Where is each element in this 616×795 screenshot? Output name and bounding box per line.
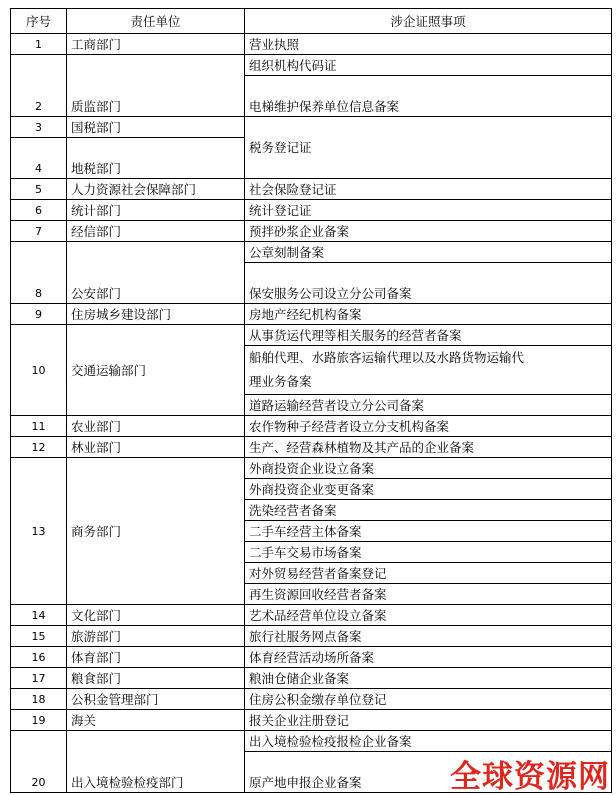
row-item: 农作物种子经营者设立分支机构备案 (245, 416, 612, 437)
row-item: 洗染经营者备案 (245, 500, 612, 521)
row-dept: 住房城乡建设部门 (67, 304, 245, 325)
table-header-row (11, 9, 612, 34)
row-no: 7 (11, 221, 67, 242)
row-dept: 公积金管理部门 (67, 689, 245, 710)
row-item: 组织机构代码证 (245, 55, 612, 76)
watermark-logo: 全球资源网 (450, 759, 610, 795)
header-item: 涉企证照事项 (245, 9, 612, 34)
table-row (11, 221, 612, 242)
row-no: 12 (11, 437, 67, 458)
row-item: 体育经营活动场所备案 (245, 647, 612, 668)
row-item: 电梯维护保养单位信息备案 (245, 76, 612, 117)
row-no: 8 (11, 242, 67, 304)
row-item: 外商投资企业设立备案 (245, 458, 612, 479)
row-item: 再生资源回收经营者备案 (245, 584, 612, 605)
row-no: 19 (11, 710, 67, 731)
row-dept: 国税部门 (67, 117, 245, 138)
row-dept: 旅游部门 (67, 626, 245, 647)
certificate-table (10, 8, 612, 793)
row-item: 原产地申报企业备案 (245, 752, 612, 793)
row-item: 旅行社服务网点备案 (245, 626, 612, 647)
row-dept: 林业部门 (67, 437, 245, 458)
row-item: 从事货运代理等相关服务的经营者备案 (245, 325, 612, 346)
row-item: 道路运输经营者设立分公司备案 (245, 395, 612, 416)
table-row (11, 304, 612, 325)
table-row (11, 647, 612, 668)
row-dept: 工商部门 (67, 34, 245, 55)
row-dept: 海关 (67, 710, 245, 731)
header-no: 序号 (11, 9, 67, 34)
row-no: 1 (11, 34, 67, 55)
row-item: 二手车经营主体备案 (245, 521, 612, 542)
row-item: 粮油仓储企业备案 (245, 668, 612, 689)
row-no: 17 (11, 668, 67, 689)
row-item: 对外贸易经营者备案登记 (245, 563, 612, 584)
row-item: 营业执照 (245, 34, 612, 55)
row-item: 保安服务公司设立分公司备案 (245, 263, 612, 304)
row-no: 2 (11, 55, 67, 117)
row-item-line: 船舶代理、水路旅客运输代理以及水路货物运输代 (249, 350, 525, 365)
row-item: 生产、经营森林植物及其产品的企业备案 (245, 437, 612, 458)
row-item: 社会保险登记证 (245, 179, 612, 200)
row-no: 3 (11, 117, 67, 138)
row-no: 20 (11, 731, 67, 793)
row-dept: 交通运输部门 (67, 325, 245, 416)
table-row (11, 668, 612, 689)
row-item: 艺术品经营单位设立备案 (245, 605, 612, 626)
row-dept: 文化部门 (67, 605, 245, 626)
row-dept: 公安部门 (67, 242, 245, 304)
row-no: 14 (11, 605, 67, 626)
table-row (11, 605, 612, 626)
row-dept: 经信部门 (67, 221, 245, 242)
row-no: 6 (11, 200, 67, 221)
row-dept: 农业部门 (67, 416, 245, 437)
row-dept: 体育部门 (67, 647, 245, 668)
row-no: 9 (11, 304, 67, 325)
table-row (11, 179, 612, 200)
row-dept: 统计部门 (67, 200, 245, 221)
table-row (11, 689, 612, 710)
table-row (11, 200, 612, 221)
row-item: 公章刻制备案 (245, 242, 612, 263)
table-row (11, 416, 612, 437)
row-dept: 人力资源社会保障部门 (67, 179, 245, 200)
table-row (11, 55, 612, 76)
table-row (11, 325, 612, 346)
row-dept: 出入境检验检疫部门 (67, 731, 245, 793)
table-row (11, 731, 612, 752)
row-item-line: 理业务备案 (249, 374, 312, 389)
row-no: 15 (11, 626, 67, 647)
row-item (245, 346, 612, 395)
row-item: 税务登记证 (245, 117, 612, 179)
row-item: 报关企业注册登记 (245, 710, 612, 731)
row-item: 二手车交易市场备案 (245, 542, 612, 563)
table-row (11, 242, 612, 263)
table-row (11, 458, 612, 479)
row-item: 统计登记证 (245, 200, 612, 221)
row-item: 房地产经纪机构备案 (245, 304, 612, 325)
row-no: 5 (11, 179, 67, 200)
table-row (11, 437, 612, 458)
row-no: 4 (11, 138, 67, 179)
header-dept: 责任单位 (67, 9, 245, 34)
table-row (11, 34, 612, 55)
table-row (11, 710, 612, 731)
row-no: 18 (11, 689, 67, 710)
row-dept: 粮食部门 (67, 668, 245, 689)
row-dept: 商务部门 (67, 458, 245, 605)
row-item: 外商投资企业变更备案 (245, 479, 612, 500)
row-item: 住房公积金缴存单位登记 (245, 689, 612, 710)
row-dept: 地税部门 (67, 138, 245, 179)
row-dept: 质监部门 (67, 55, 245, 117)
row-no: 10 (11, 325, 67, 416)
row-item: 出入境检验检疫报检企业备案 (245, 731, 612, 752)
row-item: 预拌砂浆企业备案 (245, 221, 612, 242)
row-no: 13 (11, 458, 67, 605)
table-row (11, 626, 612, 647)
table-row (11, 117, 612, 138)
row-no: 16 (11, 647, 67, 668)
row-no: 11 (11, 416, 67, 437)
